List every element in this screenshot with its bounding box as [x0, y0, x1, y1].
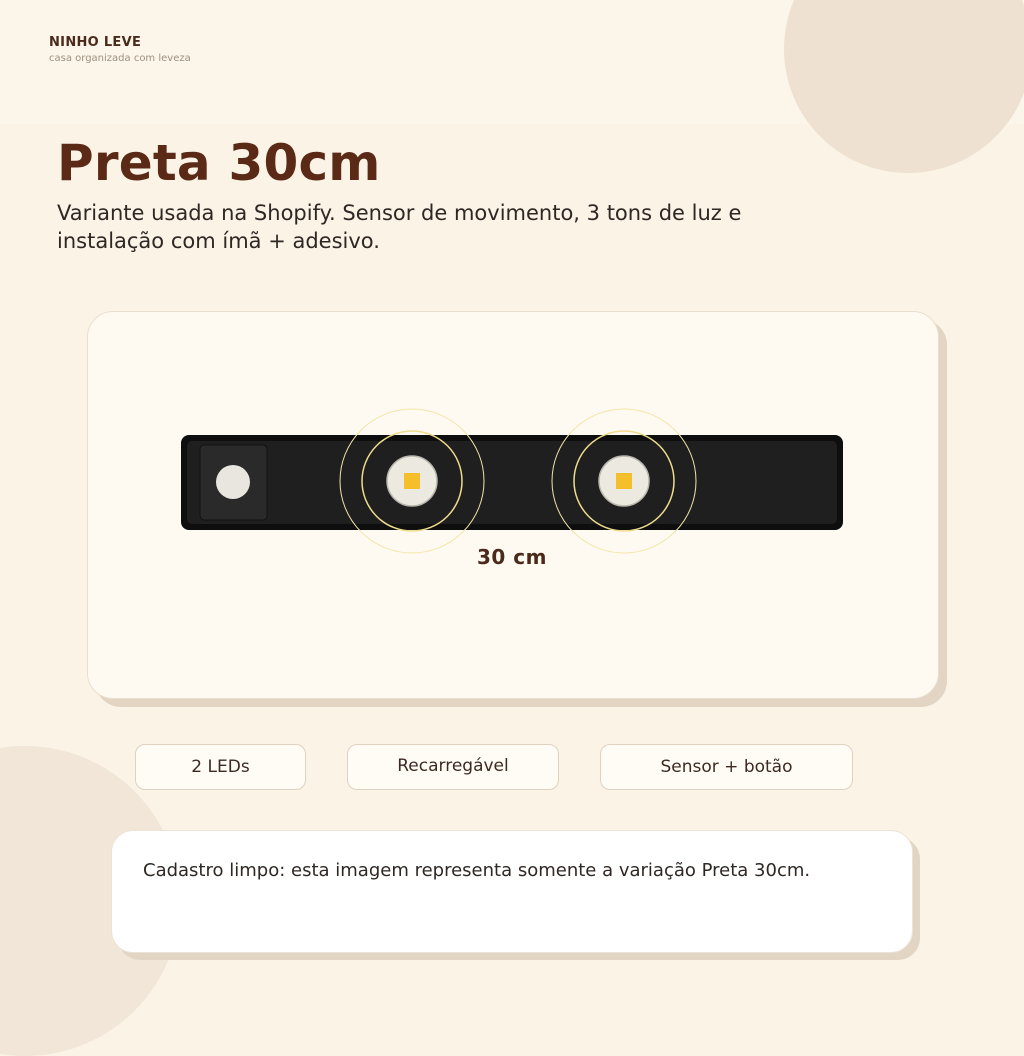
- feature-chip-leds: 2 LEDs: [135, 744, 306, 790]
- note-text: Cadastro limpo: esta imagem representa somente a variação Preta 30cm.: [143, 860, 811, 881]
- led-right-icon: [552, 409, 696, 553]
- page-description: Variante usada na Shopify. Sensor de movimento, 3 tons de luz e instalação com ímã + adesivo.: [57, 201, 742, 253]
- led-left-icon: [340, 409, 484, 553]
- feature-chip-sensor: Sensor + botão: [600, 744, 853, 790]
- page-title: Preta 30cm: [57, 134, 381, 192]
- brand-tagline: casa organizada com leveza: [49, 53, 191, 64]
- brand-name: NINHO LEVE: [49, 35, 142, 50]
- note-card: [111, 830, 913, 953]
- feature-chip-rechargeable: Recarregável: [347, 744, 559, 790]
- motion-sensor-icon: [200, 445, 267, 520]
- dimension-label: 30 cm: [477, 545, 547, 569]
- light-bar: [181, 435, 843, 530]
